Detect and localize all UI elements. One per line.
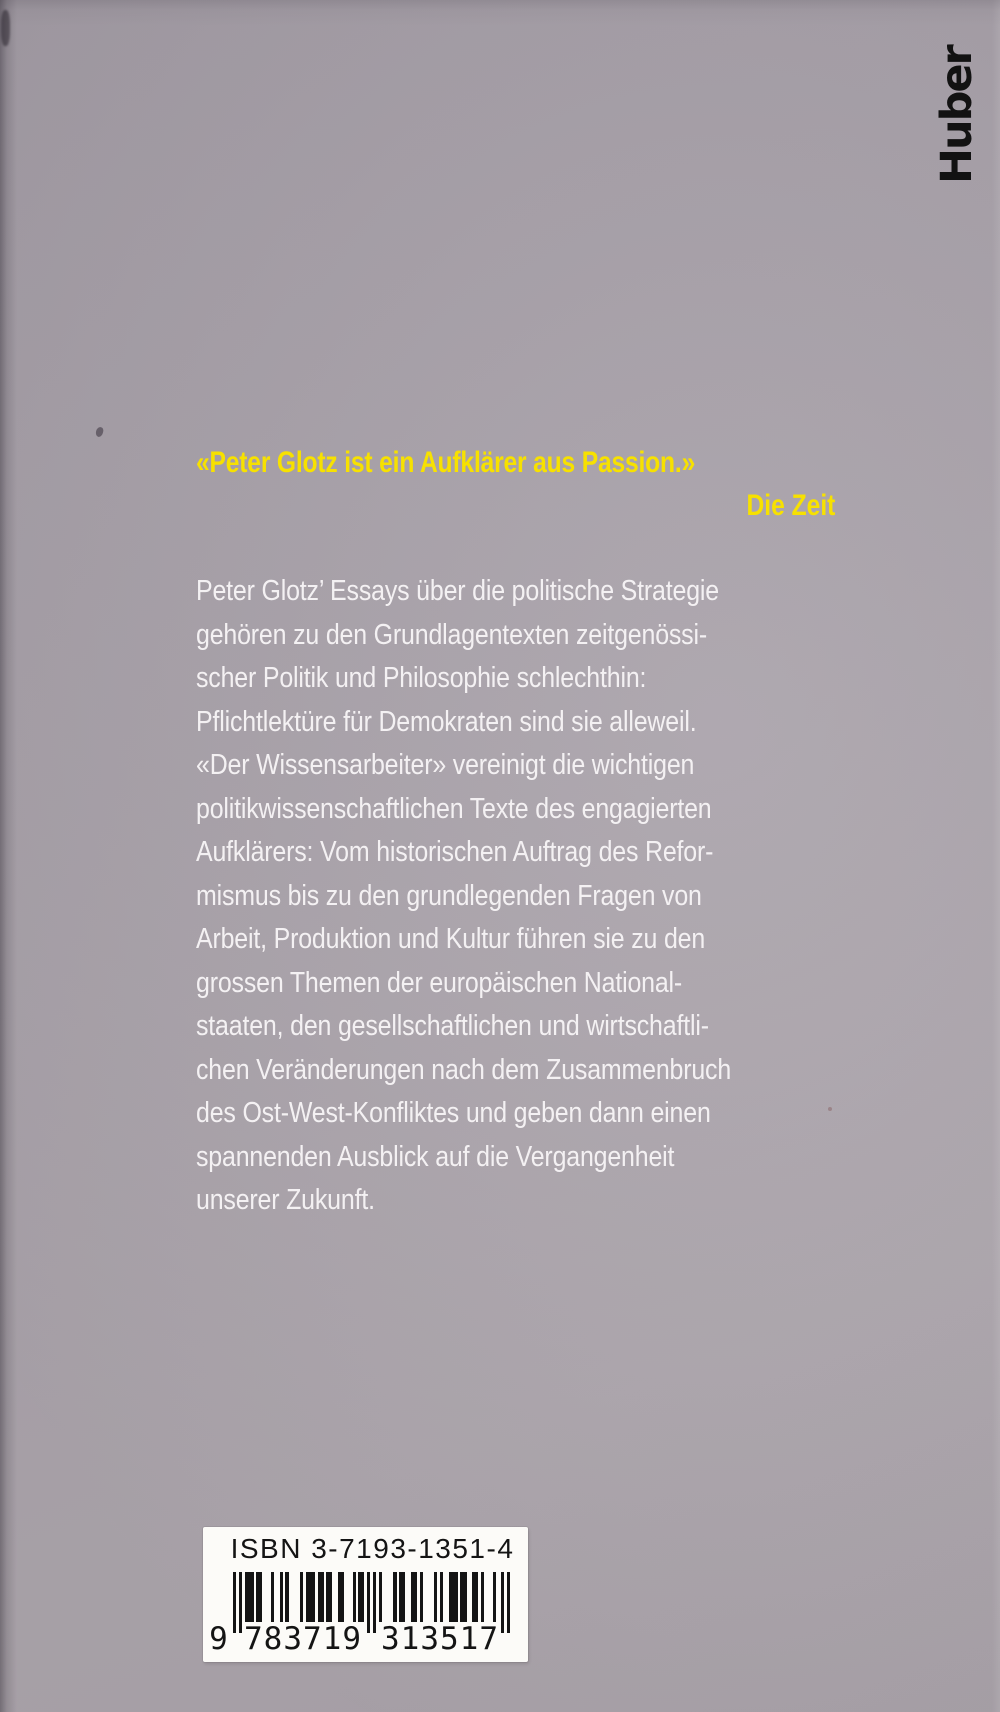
scan-artifact xyxy=(1,10,10,46)
publisher-logo: Huber xyxy=(932,46,982,184)
review-quote-source: Die Zeit xyxy=(746,489,835,522)
barcode-bar xyxy=(320,1572,323,1622)
scan-artifact xyxy=(828,1107,832,1111)
barcode-bar xyxy=(329,1572,332,1622)
review-quote: «Peter Glotz ist ein Aufklärer aus Passion.» xyxy=(196,446,696,479)
blurb-line: chen Veränderungen nach dem Zusammenbruch xyxy=(196,1053,732,1086)
barcode-bar xyxy=(379,1572,382,1622)
blurb-line: Aufklärers: Vom historischen Auftrag des Refor- xyxy=(196,836,714,868)
blurb-line: Peter Glotz’ Essays über die politische Strategie xyxy=(196,575,719,607)
ean-digits-left: 783719 xyxy=(244,1621,362,1657)
barcode-bar xyxy=(361,1572,364,1622)
barcode-bar xyxy=(341,1572,344,1622)
ean-digits-right: 313517 xyxy=(381,1621,499,1657)
blurb-text xyxy=(196,570,731,1223)
barcode-bar xyxy=(259,1572,262,1622)
barcode-bar xyxy=(280,1572,283,1622)
blurb-line: gehören zu den Grundlagentexten zeitgenössi- xyxy=(196,618,707,651)
barcode-bar xyxy=(414,1572,417,1622)
blurb-line: grossen Themen der europäischen National- xyxy=(196,966,683,999)
barcode-bar xyxy=(312,1572,315,1622)
blurb-line: Pflichtlektüre für Demokraten sind sie alleweil. xyxy=(196,705,697,738)
ean13-digits xyxy=(203,1621,528,1657)
barcode-bar xyxy=(434,1572,437,1622)
blurb-line: mismus bis zu den grundlegenden Fragen von xyxy=(196,879,702,912)
blurb-line: des Ost-West-Konfliktes und geben dann einen xyxy=(196,1097,711,1129)
blurb-line: spannenden Ausblick auf die Vergangenheit xyxy=(196,1140,675,1173)
blurb-line: politikwissenschaftlichen Texte des engagierten xyxy=(196,792,712,825)
barcode-bar xyxy=(420,1572,423,1622)
barcode-bar xyxy=(393,1572,396,1622)
barcode-bar xyxy=(285,1572,288,1622)
barcode-bar xyxy=(493,1572,496,1622)
ean-digit-lead: 9 xyxy=(209,1621,229,1657)
scan-artifact xyxy=(95,426,104,437)
barcode-bar xyxy=(250,1572,253,1622)
barcode-bar xyxy=(475,1572,478,1622)
blurb-line: «Der Wissensarbeiter» vereinigt die wichtigen xyxy=(196,749,695,781)
blurb-line: unserer Zukunft. xyxy=(196,1184,375,1216)
barcode-bar xyxy=(300,1572,303,1622)
barcode-bar xyxy=(271,1572,274,1622)
barcode-bar xyxy=(481,1572,484,1622)
barcode-bar xyxy=(463,1572,466,1622)
barcode-bar xyxy=(455,1572,458,1622)
blurb-line: staaten, den gesellschaftlichen und wirtschaftli- xyxy=(196,1010,709,1042)
barcode-bar xyxy=(353,1572,356,1622)
barcode-bar xyxy=(440,1572,443,1622)
blurb-line: Arbeit, Produktion und Kultur führen sie zu den xyxy=(196,923,706,955)
blurb-line: scher Politik und Philosophie schlechthin: xyxy=(196,662,647,694)
barcode-bar xyxy=(402,1572,405,1622)
isbn-barcode-panel xyxy=(203,1527,528,1662)
isbn-number: ISBN 3-7193-1351-4 xyxy=(230,1533,515,1564)
